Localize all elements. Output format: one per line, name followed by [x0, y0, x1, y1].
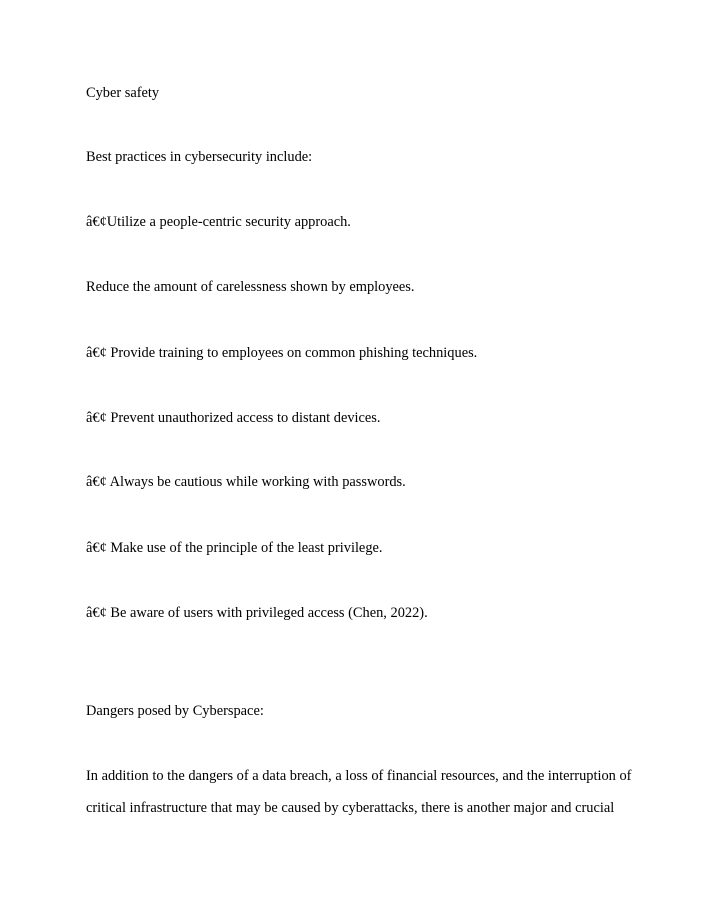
intro-text: Best practices in cybersecurity include:: [86, 149, 313, 165]
practice-item: Reduce the amount of carelessness shown by employees.: [86, 279, 415, 295]
practice-item: â€¢ Be aware of users with privileged access (Chen, 2022).: [86, 605, 428, 621]
paragraph-line: critical infrastructure that may be caused by cyberattacks, there is another major and crucial: [86, 800, 615, 816]
section-heading: Dangers posed by Cyberspace:: [86, 703, 264, 719]
practice-item: â€¢ Prevent unauthorized access to distant devices.: [86, 410, 381, 426]
practice-item: â€¢ Make use of the principle of the least privilege.: [86, 540, 383, 556]
paragraph-line: In addition to the dangers of a data breach, a loss of financial resources, and the interruption of: [86, 768, 632, 784]
practice-item: â€¢Utilize a people-centric security approach.: [86, 214, 351, 230]
document-title: Cyber safety: [86, 85, 160, 101]
practice-item: â€¢ Always be cautious while working with passwords.: [86, 474, 406, 490]
practice-item: â€¢ Provide training to employees on common phishing techniques.: [86, 345, 478, 361]
